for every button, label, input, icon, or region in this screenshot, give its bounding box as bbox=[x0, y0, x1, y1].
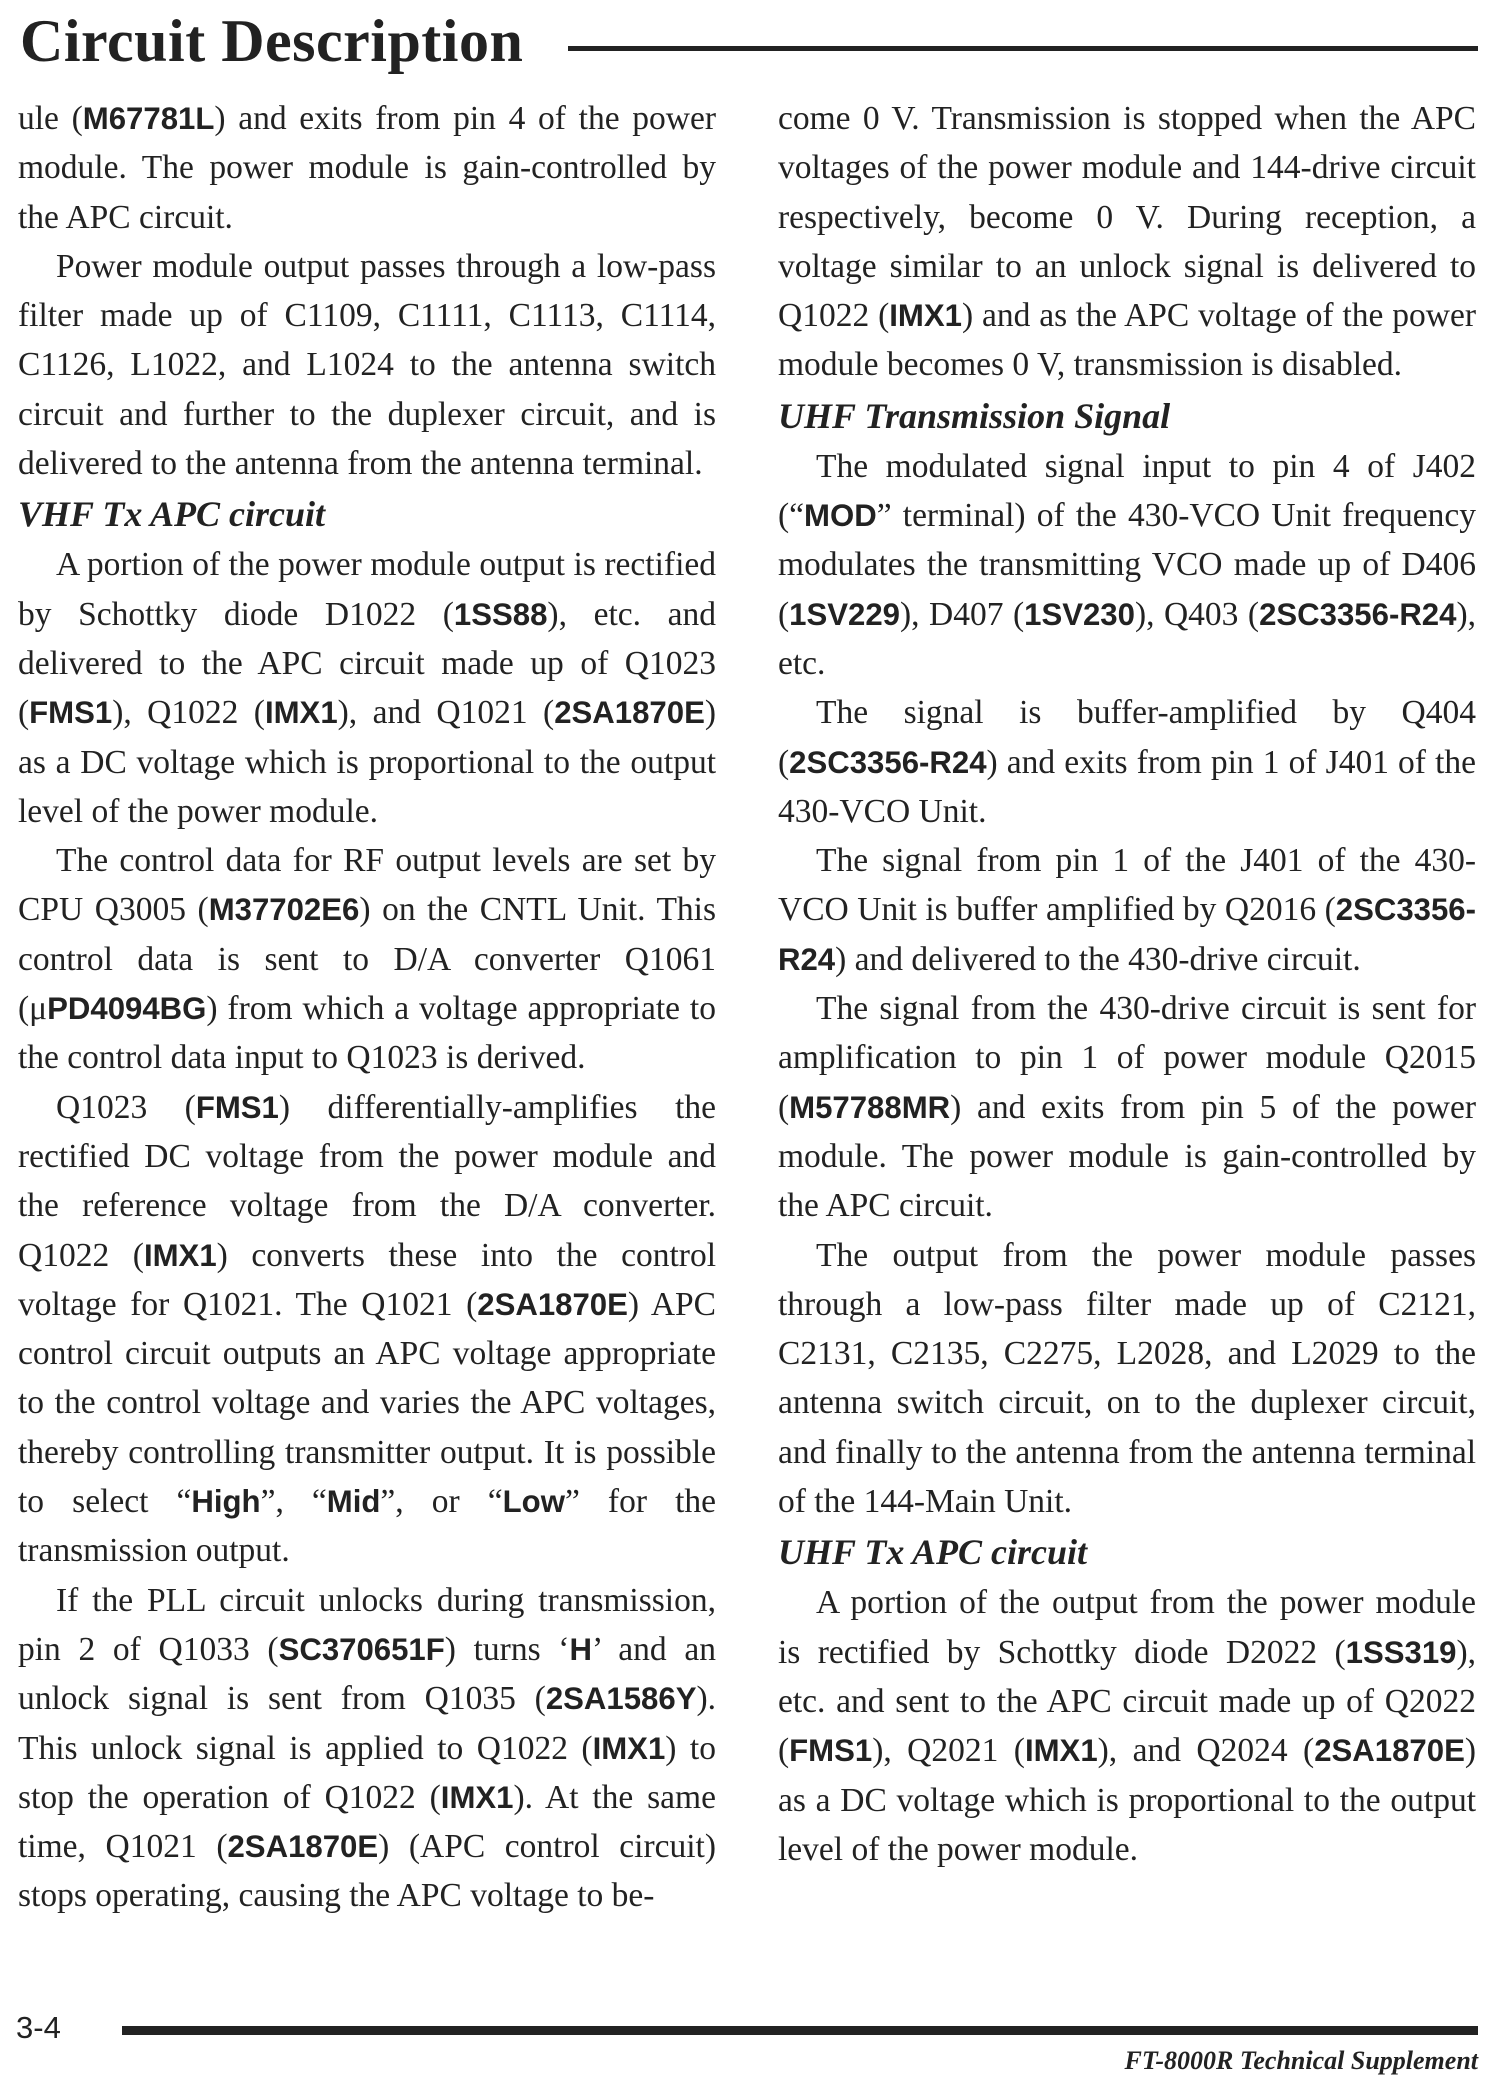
paragraph: The signal is buffer-amplified by Q404 (2SC3356-R24) and exits from pin 1 of J401 of the 430-VCO Unit. bbox=[778, 694, 1476, 830]
paragraph: If the PLL circuit unlocks during transmission, pin 2 of Q1033 (SC370651F) turns ‘H’ and an unlock signal is sent from Q1035 (2SA1586Y). This unlock signal is applied to Q1022 (IMX1) to stop the operation of Q1022 (IMX1). At the same time, Q1021 (2SA1870E) (APC control circuit) stops operating, causing the APC voltage to be- bbox=[18, 1581, 717, 1915]
paragraph: Power module output passes through a low-pass filter made up of C1109, C1111, C1113, C1114, C1126, L1022, and L1024 to the antenna switch circuit and further to the duplexer circuit, and is delivered to the antenna from the antenna terminal. bbox=[18, 247, 716, 483]
section-heading-vhf-tx-apc: VHF Tx APC circuit bbox=[18, 494, 326, 535]
header-rule bbox=[568, 46, 1478, 51]
paragraph: ule (M67781L) and exits from pin 4 of the power module. The power module is gain-controlled by the APC circuit. bbox=[18, 100, 716, 236]
paragraph: A portion of the output from the power module is rectified by Schottky diode D2022 (1SS319), etc. and sent to the APC circuit made up of Q2022 (FMS1), Q2021 (IMX1), and Q2024 (2SA1870E) as a DC voltage which is proportional to the output level of the power module. bbox=[778, 1584, 1476, 1868]
footer-document-title: FT-8000R Technical Supplement bbox=[1124, 2046, 1478, 2075]
right-column bbox=[778, 94, 1476, 1874]
section-heading-uhf-transmission: UHF Transmission Signal bbox=[778, 395, 1171, 436]
paragraph: The modulated signal input to pin 4 of J402 (“MOD” terminal) of the 430-VCO Unit frequency modulates the transmitting VCO made up of D406 (1SV229), D407 (1SV230), Q403 (2SC3356-R24), etc. bbox=[778, 447, 1476, 682]
page-title: Circuit Description bbox=[20, 8, 524, 74]
page-header bbox=[20, 8, 1478, 74]
section-heading-uhf-tx-apc: UHF Tx APC circuit bbox=[778, 1532, 1088, 1573]
paragraph: Q1023 (FMS1) differentially-amplifies the rectified DC voltage from the power module and the reference voltage from the D/A converter. Q1022 (IMX1) converts these into the control voltage for Q1021. The Q1021 (2SA1870E) APC control circuit outputs an APC voltage appropriate to the control voltage and varies the APC voltages, thereby controlling transmitter output. It is possible to select “High”, “Mid”, or “Low” for the transmission output. bbox=[18, 1088, 717, 1570]
paragraph: come 0 V. Transmission is stopped when the APC voltages of the power module and 144-drive circuit respectively, become 0 V. During reception, a voltage similar to an unlock signal is delivered to Q1022 (IMX1) and as the APC voltage of the power module becomes 0 V, transmission is disabled. bbox=[778, 100, 1477, 384]
paragraph: The signal from the 430-drive circuit is sent for amplification to pin 1 of power module Q2015 (M57788MR) and exits from pin 5 of the power module. The power module is gain-controlled by the APC circuit. bbox=[778, 990, 1476, 1225]
paragraph: A portion of the power module output is rectified by Schottky diode D1022 (1SS88), etc. and delivered to the APC circuit made up of Q1023 (FMS1), Q1022 (IMX1), and Q1021 (2SA1870E) as a DC voltage which is proportional to the output level of the power module. bbox=[18, 546, 717, 830]
paragraph: The signal from pin 1 of the J401 of the 430-VCO Unit is buffer amplified by Q2016 (2SC3356-R24) and delivered to the 430-drive circuit. bbox=[778, 842, 1476, 978]
paragraph: The output from the power module passes through a low-pass filter made up of C2121, C2131, C2135, C2275, L2028, and L2029 to the antenna switch circuit, on to the duplexer circuit, and finally to the antenna from the antenna terminal of the 144-Main Unit. bbox=[778, 1236, 1476, 1521]
paragraph: The control data for RF output levels are set by CPU Q3005 (M37702E6) on the CNTL Unit. This control data is sent to D/A converter Q1061 (μPD4094BG) from which a voltage appropriate to the control data input to Q1023 is derived. bbox=[18, 842, 716, 1077]
footer-rule bbox=[122, 2026, 1478, 2035]
page-number: 3-4 bbox=[16, 2010, 61, 2045]
left-column bbox=[18, 94, 716, 1921]
